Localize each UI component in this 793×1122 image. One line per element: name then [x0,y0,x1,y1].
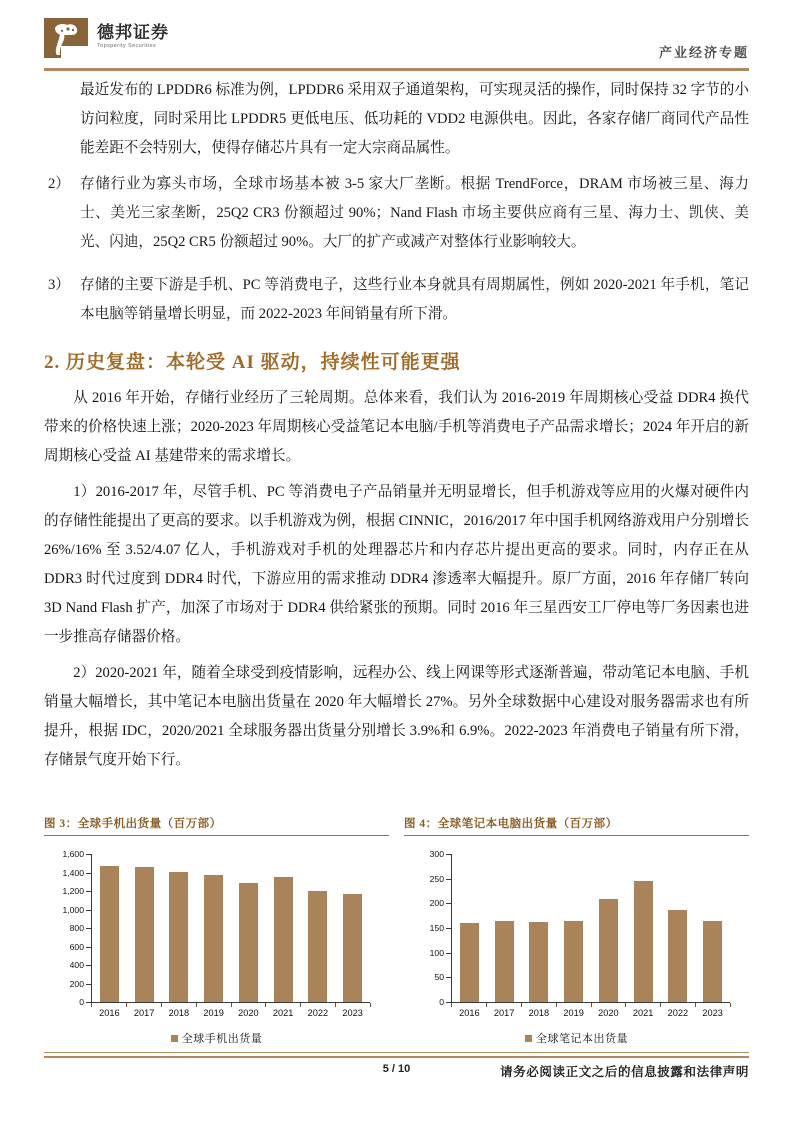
section-heading: 2. 历史复盘：本轮受 AI 驱动，持续性可能更强 [44,352,461,373]
list-item-text: 存储的主要下游是手机、PC 等消费电子，这些行业本身就具有周期属性，例如 2020-2021 年手机，笔记本电脑等销量增长明显，而 2022-2023 年间销量有所下滑。 [80,277,749,322]
figure-4 [404,815,749,1046]
x-tick [196,1003,197,1007]
y-tick-label: 250 [429,873,444,884]
bar-group [92,854,127,1002]
x-tick-labels-right [452,1008,730,1018]
bar-group [301,854,336,1002]
x-tick [161,1003,162,1007]
y-tick-label: 1,400 [62,867,84,878]
x-tick-label: 2017 [133,1008,155,1018]
x-tick-label: 2018 [168,1008,190,1018]
x-tick [91,1003,92,1007]
bars-right [452,854,730,1002]
bar-2023 [343,894,362,1002]
x-tick [335,1003,336,1007]
bar-2018 [529,922,548,1002]
plot-area-right [452,854,730,1002]
y-tick [446,879,451,880]
legend-swatch-icon [171,1035,178,1042]
page-footer [44,1061,749,1085]
bar-group [626,854,661,1002]
document-body [44,76,749,782]
bar-group [335,854,370,1002]
x-tick [265,1003,266,1007]
x-tick [126,1003,127,1007]
y-tick-label: 400 [69,960,84,970]
plot-area-left [92,854,370,1002]
footer-divider-top [44,1052,749,1053]
bar-2022 [668,910,687,1002]
y-tick-label: 300 [429,849,444,859]
y-tick [86,854,91,855]
x-tick-label: 2019 [203,1008,224,1018]
figure-4-title: 图 4：全球笔记本电脑出货量（百万部） [404,815,749,836]
x-tick [231,1003,232,1007]
bar-group [196,854,231,1002]
bars-left [92,854,370,1002]
y-tick-label: 800 [69,923,84,933]
footer-disclaimer: 请务必阅读正文之后的信息披露和法律声明 [500,1065,749,1079]
x-tick [556,1003,557,1007]
page-header [0,0,793,66]
bar-2020 [599,899,618,1002]
list-item-marker: 3） [48,277,70,293]
y-tick [86,873,91,874]
y-tick-label: 1,000 [62,904,84,915]
paragraph-overview: 从 2016 年开始，存储行业经历了三轮周期。总体来看，我们认为 2016-2019 年周期核心受益 DDR4 换代带来的价格快速上涨；2020-2023 年周期核心受益笔记本电脑/手机等消费电子产品需求增长；2024 年开启的新周期核心受益 AI 基建带来的需求增长。 [44,390,749,464]
bar-group [522,854,557,1002]
y-tick-label: 1,200 [62,886,84,896]
x-tick [591,1003,592,1007]
x-tick-label: 2022 [307,1008,329,1018]
y-tick [446,1002,451,1003]
x-tick-label: 2017 [493,1008,515,1018]
header-divider [44,68,749,71]
y-tick-label: 1,600 [62,849,84,859]
bar-2019 [204,875,223,1002]
y-tick-label: 200 [69,978,84,989]
y-tick [86,1002,91,1003]
y-tick-label: 600 [69,941,84,952]
x-tick [521,1003,522,1007]
x-tick-label: 2023 [702,1008,723,1018]
bar-group [162,854,197,1002]
figure-row [44,815,749,1046]
bar-group [231,854,266,1002]
bar-2022 [308,891,327,1002]
y-tick [86,965,91,966]
bar-2021 [274,877,293,1002]
bar-2017 [135,867,154,1002]
topsperity-bear-icon [44,18,88,58]
x-tick-label: 2016 [99,1008,120,1018]
bar-2017 [495,921,514,1002]
y-tick [446,977,451,978]
x-tick-label: 2023 [342,1008,363,1018]
y-tick-label: 50 [434,972,444,983]
bar-2021 [634,881,653,1002]
y-tick [86,928,91,929]
bar-group [556,854,591,1002]
bar-group [452,854,487,1002]
x-tick-label: 2018 [528,1008,550,1018]
list-item [44,271,749,329]
figure-4-legend [404,1030,749,1046]
figure-4-chart [404,846,749,1046]
bear-silhouette-icon [47,22,85,56]
y-tick-label: 0 [439,997,444,1007]
y-tick [86,891,91,892]
bar-2023 [703,921,722,1002]
bar-2019 [564,921,583,1002]
bar-group [695,854,730,1002]
x-tick-label: 2016 [459,1008,480,1018]
x-tick [486,1003,487,1007]
y-tick-label: 100 [429,947,444,958]
paragraph-continued: 最近发布的 LPDDR6 标准为例，LPDDR6 采用双子通道架构，可实现灵活的操作，同时保持 32 字节的小访问粒度，同时采用比 LPDDR5 更低电压、低功耗的 VDD2 电源供电。因此，各家存储厂商同代产品性能差距不会特别大，使得存储芯片具有一定大宗商品属性。 [80,82,749,156]
brand-logo [44,18,169,58]
header-topic: 产业经济专题 [658,45,749,60]
legend-label: 全球手机出货量 [181,1033,263,1045]
y-tick [86,984,91,985]
y-tick [446,854,451,855]
y-tick-label: 200 [429,898,444,909]
bar-2016 [100,866,119,1002]
x-tick [300,1003,301,1007]
bar-group [127,854,162,1002]
bar-2016 [460,923,479,1002]
bar-group [266,854,301,1002]
figure-3 [44,815,389,1046]
x-tick [451,1003,452,1007]
y-tick [446,928,451,929]
logo-company-en: Topsperity Securities [97,43,157,50]
y-tick [86,947,91,948]
numbered-list [44,170,749,329]
x-tick-label: 2022 [667,1008,689,1018]
bar-group [661,854,696,1002]
bar-group [487,854,522,1002]
x-tick [370,1003,371,1007]
y-tick [86,910,91,911]
legend-swatch-icon [525,1035,532,1042]
bar-2020 [239,883,258,1003]
x-tick [730,1003,731,1007]
x-tick [695,1003,696,1007]
figure-3-chart [44,846,389,1046]
y-tick [446,953,451,954]
x-tick-label: 2020 [598,1008,619,1018]
x-tick-label: 2021 [632,1008,654,1018]
bar-2018 [169,872,188,1002]
figure-3-title: 图 3：全球手机出货量（百万部） [44,815,389,836]
y-tick [446,903,451,904]
legend-label: 全球笔记本出货量 [536,1033,628,1045]
x-tick-label: 2020 [238,1008,259,1018]
page-number: 5 / 10 [382,1063,411,1075]
y-tick-label: 0 [79,997,84,1007]
list-item [44,170,749,257]
bar-group [591,854,626,1002]
x-tick-label: 2019 [563,1008,584,1018]
y-tick-label: 150 [429,923,444,933]
x-tick-label: 2021 [272,1008,294,1018]
list-item-marker: 2） [48,176,70,192]
figure-3-legend [44,1030,389,1046]
logo-company-cn: 德邦证券 [97,23,169,43]
footer-divider-bottom [44,1056,749,1058]
paragraph-cycle-one: 1）2016-2017 年，尽管手机、PC 等消费电子产品销量并无明显增长，但手机游戏等应用的火爆对硬件内的存储性能提出了更高的要求。以手机游戏为例，根据 CINNIC，2016/2017 年中国手机网络游戏用户分别增长 26%/16% 至 3.52/4.07 亿人，手机游戏对手机的处理器芯片和内存芯片提出更高的要求。同时，内存正在从 DDR3 时代过度到 DDR4 时代，下游应用的需求推动 DDR4 渗透率大幅提升。原厂方面，2016 年存储厂转向 3D Nand Flash 扩产，加深了市场对于 DDR4 供给紧张的预期。同时 2016 年三星西安工厂停电等厂务因素也进一步推高存储器价格。 [44,484,749,645]
x-tick-labels-left [92,1008,370,1018]
list-item-text: 存储行业为寡头市场，全球市场基本被 3-5 家大厂垄断。根据 TrendForce，DRAM 市场被三星、海力士、美光三家垄断，25Q2 CR3 份额超过 90%；Nand Flash 市场主要供应商有三星、海力士、凯侠、美光、闪迪，25Q2 CR5 份额超过 90%。大厂的扩产或减产对整体行业影响较大。 [80,176,749,250]
x-tick [625,1003,626,1007]
x-tick [660,1003,661,1007]
paragraph-cycle-two: 2）2020-2021 年，随着全球受到疫情影响，远程办公、线上网课等形式逐渐普遍，带动笔记本电脑、手机销量大幅增长，其中笔记本电脑出货量在 2020 年大幅增长 27%。另外全球数据中心建设对服务器需求也有所提升，根据 IDC，2020/2021 全球服务器出货量分别增长 3.9%和 6.9%。2022-2023 年消费电子销量有所下滑，存储景气度开始下行。 [44,665,749,768]
